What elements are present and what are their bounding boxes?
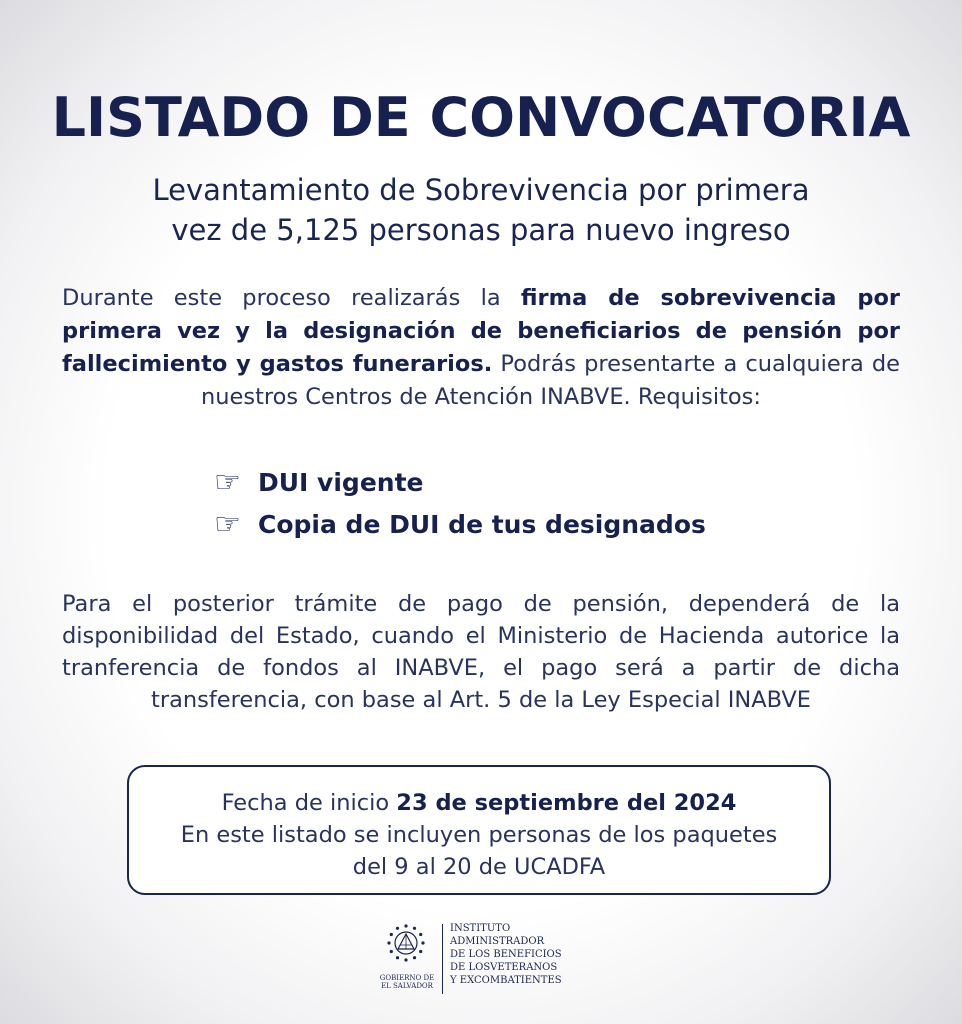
requirements-list — [214, 462, 854, 546]
institution-line: DE LOS BENEFICIOS — [450, 949, 562, 960]
government-label-line-2: EL SALVADOR — [381, 982, 433, 990]
payment-note: Para el posterior trámite de pago de pensión, dependerá de la disponibilidad del Estado, cuando el Ministerio de Hacienda autorice la tranferencia de fondos al INABVE, el pago será a partir de dicha transferencia, con base al Art. 5 de la Ley Especial INABVE — [62, 591, 900, 713]
info-box — [127, 765, 831, 895]
page-title: LISTADO DE CONVOCATORIA — [51, 86, 911, 149]
requirement-item — [214, 462, 854, 504]
packages-line-2: del 9 al 20 de UCADFA — [352, 854, 606, 880]
packages-line-1: En este listado se incluyen personas de los paquetes — [180, 822, 778, 848]
intro-bold-text: firma de sobrevivencia por primera vez y la designación de beneficiarios de pensión por fallecimiento y gastos funerarios. — [62, 285, 900, 377]
requirement-item — [214, 504, 854, 546]
subtitle-line-1: Levantamiento de Sobrevivencia por primera — [152, 173, 810, 207]
institution-line: Y EXCOMBATIENTES — [450, 975, 562, 986]
intro-paragraph — [62, 282, 900, 414]
requirement-label: Copia de DUI de tus designados — [258, 510, 706, 539]
institution-line: ADMINISTRADOR — [450, 936, 545, 947]
footer-divider — [442, 924, 443, 994]
government-label — [374, 974, 440, 990]
pointing-hand-icon: ☞ — [214, 465, 241, 500]
subtitle-line-2: vez de 5,125 personas para nuevo ingreso — [171, 213, 791, 247]
start-date-line — [129, 787, 829, 819]
start-date-prefix: Fecha de inicio — [221, 790, 397, 816]
intro-text-2: Podrás presentarte a cualquiera de nuestros Centros de Atención INABVE. Requisitos: — [201, 351, 901, 410]
intro-text-1: Durante este proceso realizarás la — [62, 285, 521, 311]
pointing-hand-icon: ☞ — [214, 507, 241, 542]
footer-logo — [376, 920, 596, 1000]
start-date-value: 23 de septiembre del 2024 — [396, 790, 737, 816]
institution-name — [450, 922, 590, 987]
subtitle — [60, 170, 902, 250]
requirement-label: DUI vigente — [258, 468, 424, 497]
institution-line: DE LOSVETERANOS — [450, 962, 558, 973]
government-label-line-1: GOBIERNO DE — [379, 974, 435, 982]
institution-line: INSTITUTO — [450, 923, 511, 934]
